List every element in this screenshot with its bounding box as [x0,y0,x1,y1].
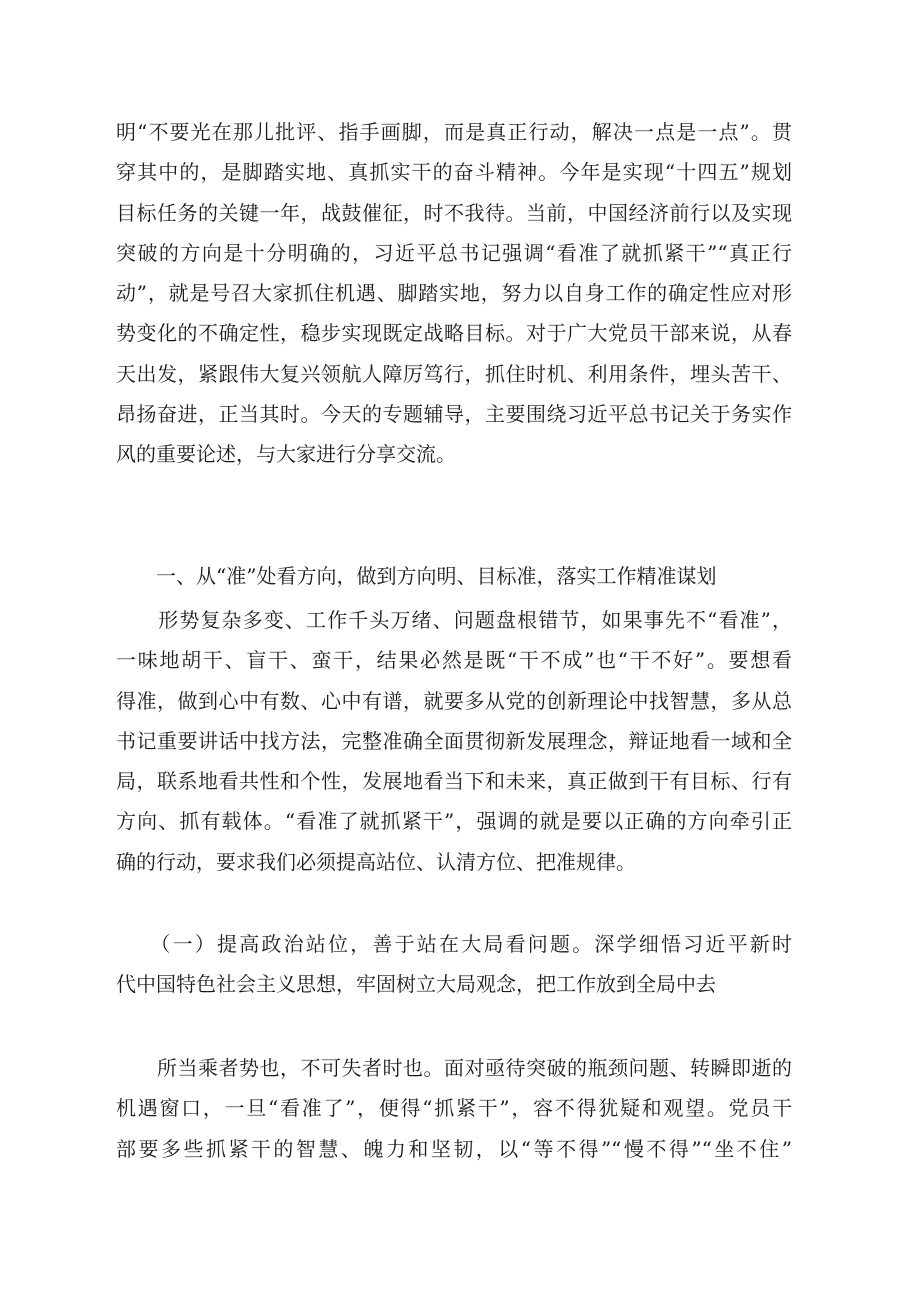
heading-line: 代中国特色社会主义思想，牢固树立大局观念，把工作放到全局中去 [116,972,716,997]
body-paragraph-1 [116,112,792,475]
heading-line: 一、从“准”处看方向，做到方向明、目标准，落实工作精准谋划 [116,564,717,588]
text-line: 书记重要讲话中找方法，完整准确全面贯彻新发展理念，辩证地看一域和全 [116,728,792,753]
text-line: 目标任务的关键一年，战鼓催征，时不我待。当前，中国经济前行以及实现 [116,200,792,225]
text-line: 所当乘者势也，不可失者时也。面对亟待突破的瓶颈问题、转瞬即逝的 [116,1056,792,1080]
text-line: 势变化的不确定性，稳步实现既定战略目标。对于广大党员干部来说，从春 [116,321,792,346]
text-line: 局，联系地看共性和个性，发展地看当下和未来，真正做到干有目标、行有 [116,769,792,794]
text-line: 方向、抓有载体。“看准了就抓紧干”，强调的就是要以正确的方向牵引正 [116,809,792,834]
text-line: 确的行动，要求我们必须提高站位、认清方位、把准规律。 [116,849,636,874]
text-line: 昂扬奋进，正当其时。今天的专题辅导，主要围绕习近平总书记关于务实作 [116,402,792,427]
text-line: 穿其中的，是脚踏实地、真抓实干的奋斗精神。今年是实现“十四五”规划 [116,160,792,185]
text-line: 天出发，紧跟伟大复兴领航人障厉笃行，抓住时机、利用条件，埋头苦干、 [116,361,792,386]
text-line: 机遇窗口，一旦“看准了”，便得“抓紧干”，容不得犹疑和观望。党员干 [116,1096,792,1121]
text-line: 动”，就是号召大家抓住机遇、脚踏实地，努力以自身工作的确定性应对形 [116,281,792,306]
body-paragraph-3 [116,1048,792,1169]
text-line: 形势复杂多变、工作千头万绪、问题盘根错节，如果事先不“看准”， [116,608,792,632]
text-line: 得准，做到心中有数、心中有谱，就要多从党的创新理论中找智慧，多从总 [116,688,792,713]
text-line: 部要多些抓紧干的智慧、魄力和坚韧，以“等不得”“慢不得”“坐不住” [116,1136,792,1161]
text-line: 突破的方向是十分明确的，习近平总书记强调“看准了就抓紧干”“真正行 [116,240,792,265]
text-line: 一味地胡干、盲干、蛮干，结果必然是既“干不成”也“干不好”。要想看 [116,648,792,673]
body-paragraph-2 [116,600,792,882]
section-heading-1 [116,556,792,596]
heading-line: （一）提高政治站位，善于站在大局看问题。深学细悟习近平新时 [116,932,792,956]
subsection-heading-1 [116,924,792,1005]
text-line: 明“不要光在那儿批评、指手画脚，而是真正行动，解决一点是一点”。贯 [116,120,792,144]
text-line: 风的重要论述，与大家进行分享交流。 [116,442,456,467]
